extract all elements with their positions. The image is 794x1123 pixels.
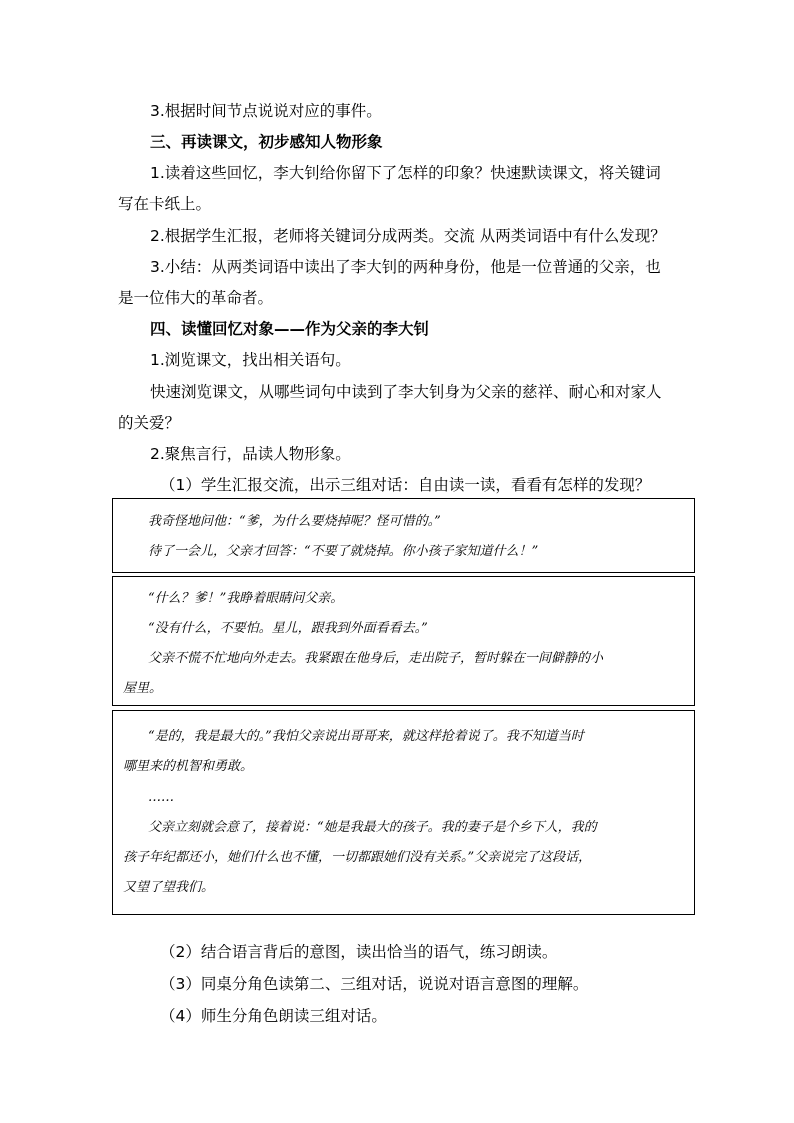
paragraph-1-line-2: 写在卡纸上。: [118, 195, 212, 213]
step-3-line: 3.根据时间节点说说对应的事件。: [150, 102, 382, 120]
dialogue-2-line-4: 屋里。: [123, 681, 163, 696]
paragraph-4: 1.浏览课文，找出相关语句。: [150, 351, 351, 369]
paragraph-5-line-1: 快速浏览课文，从哪些词句中读到了李大钊身为父亲的慈祥、耐心和对家人: [150, 383, 662, 401]
paragraph-3-line-2: 是一位伟大的革命者。: [118, 289, 274, 307]
section-heading-3: 三、再读课文，初步感知人物形象: [150, 133, 383, 151]
dialogue-1-line-2: 待了一会儿，父亲才回答：“不要了就烧掉。你小孩子家知道什么！”: [148, 544, 539, 559]
paragraph-6: 2.聚焦言行，品读人物形象。: [150, 445, 351, 463]
dialogue-box-1: [112, 498, 695, 573]
activity-4: （4）师生分角色朗读三组对话。: [160, 1007, 387, 1025]
dialogue-box-2: [112, 576, 695, 706]
paragraph-2: 2.根据学生汇报，老师将关键词分成两类。交流 从两类词语中有什么发现？: [150, 227, 666, 245]
activity-2: （2）结合语言背后的意图，读出恰当的语气，练习朗读。: [160, 943, 558, 961]
dialogue-3-line-1: “是的，我是最大的。”我怕父亲说出哥哥来，就这样抢着说了。我不知道当时: [148, 729, 584, 744]
paragraph-5-line-2: 的关爱？: [118, 414, 181, 432]
dialogue-2-line-1: “什么？爹！”我睁着眼睛问父亲。: [148, 591, 344, 606]
dialogue-3-line-4: 孩子年纪都还小，她们什么也不懂，一切都跟她们没有关系。”父亲说完了这段话，: [123, 850, 592, 865]
dialogue-3-line-2: 哪里来的机智和勇敢。: [123, 759, 254, 774]
dialogue-3-line-3: 父亲立刻就会意了，接着说：“她是我最大的孩子。我的妻子是个乡下人，我的: [148, 820, 597, 835]
dialogue-3-line-5: 又望了望我们。: [123, 880, 215, 895]
paragraph-7: （1）学生汇报交流，出示三组对话：自由读一读，看看有怎样的发现？: [160, 476, 651, 494]
dialogue-box-3: [112, 710, 695, 915]
dialogue-3-ellipsis: ……: [148, 790, 174, 805]
dialogue-2-line-2: “没有什么，不要怕。星儿，跟我到外面看看去。”: [148, 621, 428, 636]
dialogue-1-line-1: 我奇怪地问他：“爹，为什么要烧掉呢？怪可惜的。”: [148, 514, 441, 529]
paragraph-1-line-1: 1.读着这些回忆，李大钊给你留下了怎样的印象？快速默读课文，将关键词: [150, 164, 661, 182]
paragraph-3-line-1: 3.小结：从两类词语中读出了李大钊的两种身份，他是一位普通的父亲，也: [150, 258, 661, 276]
section-heading-4: 四、读懂回忆对象——作为父亲的李大钊: [150, 320, 430, 338]
dialogue-2-line-3: 父亲不慌不忙地向外走去。我紧跟在他身后，走出院子，暂时躲在一间僻静的小: [148, 651, 604, 666]
activity-3: （3）同桌分角色读第二、三组对话，说说对语言意图的理解。: [160, 975, 589, 993]
